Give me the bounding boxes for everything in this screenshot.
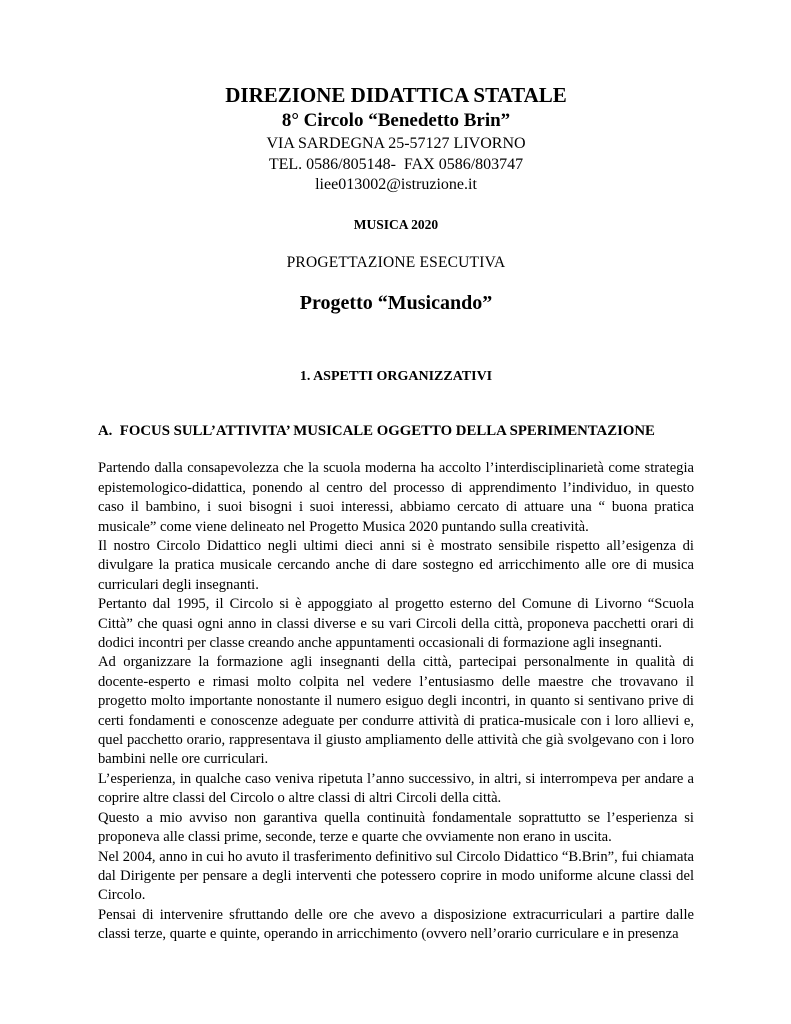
- body-paragraphs: [98, 459, 694, 944]
- paragraph-8: Pensai di intervenire sfruttando delle ore che avevo a disposizione extracurriculari a partire dalle classi terze, quarte e quinte, operando in arricchimento (ovvero nell’orario curriculare e in presenza: [98, 906, 694, 943]
- document-body: [98, 368, 694, 945]
- program-label: MUSICA 2020: [353, 217, 439, 233]
- paragraph-3: Pertanto dal 1995, il Circolo si è appoggiato al progetto esterno del Comune di Livorno “Scuola Città” che quasi ogni anno in classi diverse e su vari Circoli della città, proponeva pacchetti orari di dodici incontri per classe creando anche appuntamenti occasionali di formazione agli insegnanti.: [98, 596, 694, 652]
- doc-type-label: PROGETTAZIONE ESECUTIVA: [286, 253, 506, 271]
- paragraph-4: Ad organizzare la formazione agli insegnanti della città, partecipai personalmente in qualità di docente-esperto e rimasi molto colpita nel vedere l’entusiasmo delle maestre che trovavano il progetto molto importante nonostante il numero esiguo degli incontri, in quanto si sentivano prive di certi fondamenti e conoscenze adeguate per condurre attività di pratica-musicale con i loro allievi e, quel pacchetto orario, rappresentava il giusto ampliamento delle attività che già svolgevano con i loro bambini nelle ore curriculari.: [98, 654, 694, 768]
- address-line: VIA SARDEGNA 25-57127 LIVORNO: [266, 134, 526, 152]
- school-subtitle: 8° Circolo “Benedetto Brin”: [281, 110, 511, 132]
- paragraph-1: Partendo dalla consapevolezza che la scuola moderna ha accolto l’interdisciplinarietà come strategia epistemologico-didattica, ponendo al centro del processo di apprendimento l’individuo, in questo caso il bambino, i suoi bisogni i suoi interessi, abbiamo cercato di attuare una “ buona pratica musicale” come viene delineato nel Progetto Musica 2020 puntando sulla creatività.: [98, 460, 694, 535]
- document-header: [98, 82, 694, 316]
- section-subheading: A. FOCUS SULL’ATTIVITA’ MUSICALE OGGETTO DELLA SPERIMENTAZIONE: [98, 423, 655, 440]
- school-title: DIREZIONE DIDATTICA STATALE: [225, 83, 567, 107]
- email-line: liee013002@istruzione.it: [315, 176, 477, 194]
- phone-fax-line: TEL. 0586/805148- FAX 0586/803747: [268, 155, 524, 173]
- section-heading: 1. ASPETTI ORGANIZZATIVI: [299, 368, 493, 384]
- paragraph-6: Questo a mio avviso non garantiva quella continuità fondamentale soprattutto se l’esperienza si proponeva alle classi prime, seconde, terze e quarte che ovviamente non erano in uscita.: [98, 809, 694, 846]
- paragraph-7: Nel 2004, anno in cui ho avuto il trasferimento definitivo sul Circolo Didattico “B.Brin”, fui chiamata dal Dirigente per pensare a degli interventi che potessero coprire in modo uniforme alcune classi del Circolo.: [98, 848, 694, 904]
- paragraph-2: Il nostro Circolo Didattico negli ultimi dieci anni si è mostrato sensibile rispetto all’esigenza di divulgare la pratica musicale cercando anche di dare sostegno ed arricchimento alle ore di musica curriculari degli insegnanti.: [98, 538, 694, 593]
- paragraph-5: L’esperienza, in qualche caso veniva ripetuta l’anno successivo, in altri, si interrompeva per andare a coprire altre classi del Circolo o altre classi di altri Circoli della città.: [98, 770, 694, 807]
- project-title: Progetto “Musicando”: [299, 291, 493, 314]
